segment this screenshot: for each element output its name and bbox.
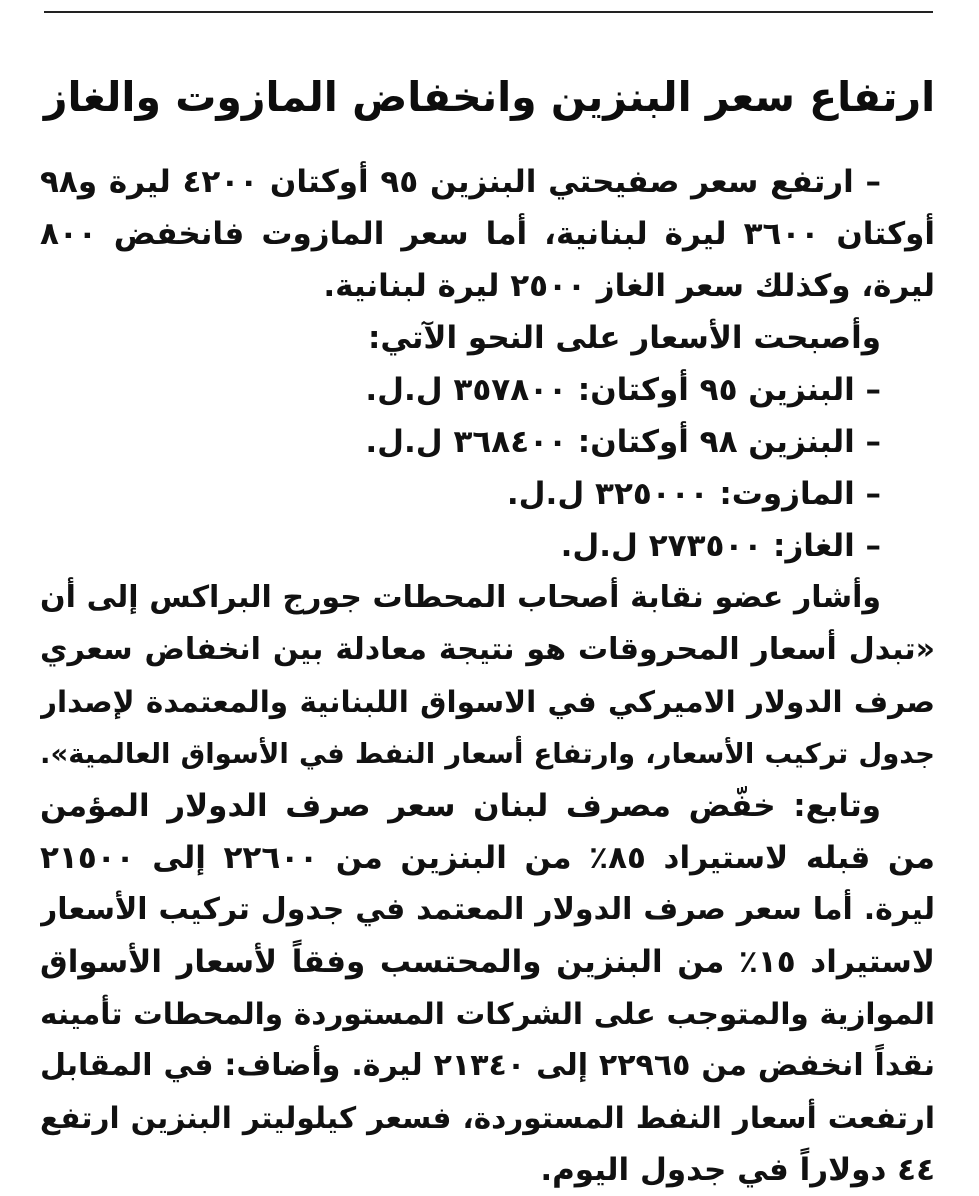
body-line: ليرة، وكذلك سعر الغاز ٢٥٠٠ ليرة لبنانية.	[323, 268, 935, 304]
body-line: نقداً انخفض من ٢٢٩٦٥ إلى ٢١٣٤٠ ليرة. وأضاف: في المقابل	[40, 1048, 935, 1083]
body-line: وأشار عضو نقابة أصحاب المحطات جورج البراكس إلى أن	[40, 580, 881, 615]
body-line: «تبدل أسعار المحروقات هو نتيجة معادلة بين انخفاض سعري	[40, 632, 935, 667]
body-line: من قبله لاستيراد ٨٥٪ من البنزين من ٢٢٦٠٠ إلى ٢١٥٠٠	[40, 840, 935, 876]
article-body	[40, 156, 935, 1196]
body-line: وأصبحت الأسعار على النحو الآتي:	[367, 320, 881, 356]
body-line: لاستيراد ١٥٪ من البنزين والمحتسب وفقاً لأسعار الأسواق	[40, 944, 935, 980]
price-list-item: – البنزين ٩٥ أوكتان: ٣٥٧٨٠٠ ل.ل.	[365, 372, 881, 408]
body-line: الموازية والمتوجب على الشركات المستوردة والمحطات تأمينه	[40, 997, 935, 1031]
body-line: وتابع: خفّض مصرف لبنان سعر صرف الدولار المؤمن	[40, 788, 881, 824]
price-list-item: – المازوت: ٣٢٥٠٠٠ ل.ل.	[506, 476, 881, 512]
article-headline: ارتفاع سعر البنزين وانخفاض المازوت والغاز	[43, 73, 936, 121]
body-line: صرف الدولار الاميركي في الاسواق اللبنانية والمعتمدة لإصدار	[40, 685, 935, 719]
top-rule	[44, 11, 933, 13]
body-line: ليرة. أما سعر صرف الدولار المعتمد في جدول تركيب الأسعار	[40, 892, 935, 927]
body-line: جدول تركيب الأسعار، وارتفاع أسعار النفط في الأسواق العالمية».	[40, 738, 935, 770]
body-line: ارتفعت أسعار النفط المستوردة، فسعر كيلوليتر البنزين ارتفع	[40, 1101, 935, 1135]
body-line: – ارتفع سعر صفيحتي البنزين ٩٥ أوكتان ٤٢٠٠ ليرة و٩٨	[40, 164, 882, 200]
body-line: ٤٤ دولاراً في جدول اليوم.	[540, 1152, 935, 1188]
price-list-item: – الغاز: ٢٧٣٥٠٠ ل.ل.	[560, 528, 881, 564]
price-list-item: – البنزين ٩٨ أوكتان: ٣٦٨٤٠٠ ل.ل.	[365, 424, 881, 460]
body-line: أوكتان ٣٦٠٠ ليرة لبنانية، أما سعر المازوت فانخفض ٨٠٠	[40, 216, 935, 252]
